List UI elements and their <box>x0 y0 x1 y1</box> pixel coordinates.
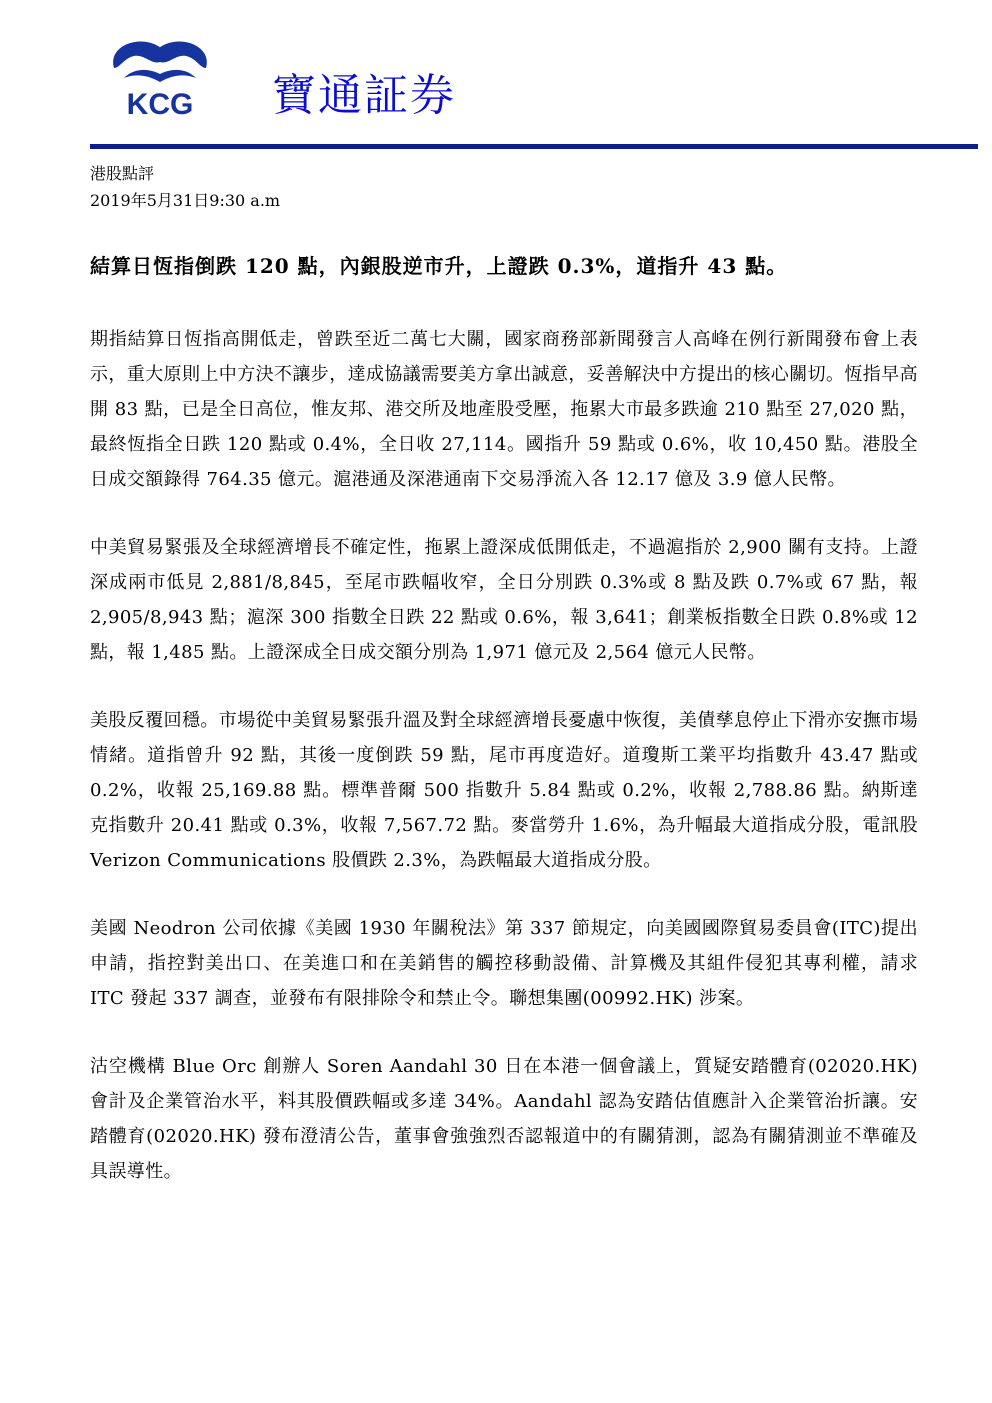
paragraph-blue-orc: 沽空機構 Blue Orc 創辦人 Soren Aandahl 30 日在本港一個會議上，質疑安踏體育(02020.HK) 會計及企業管治水平，料其股價跌幅或多達 34%。Aandahl 認為安踏估值應計入企業管治折讓。安踏體育(02020.HK) 發布澄清公告，董事會強強烈否認報道中的有關猜測，認為有關猜測並不準確及具誤導性。 <box>90 1056 918 1182</box>
paragraph-hk-market: 期指結算日恆指高開低走，曾跌至近二萬七大關，國家商務部新聞發言人高峰在例行新聞發布會上表示，重大原則上中方決不讓步，達成協議需要美方拿出誠意，妥善解決中方提出的核心關切。恆指早高開 83 點，已是全日高位，惟友邦、港交所及地產股受壓，拖累大市最多跌逾 210 點至 27,020 點，最終恆指全日跌 120 點或 0.4%，全日收 27,114。國指升 59 點或 0.6%，收 10,450 點。港股全日成交額錄得 764.35 億元。滬港通及深港通南下交易淨流入各 12.17 億及 3.9 億人民幣。 <box>90 329 918 490</box>
headline: 結算日恆指倒跌 120 點，內銀股逆市升，上證跌 0.3%，道指升 43 點。 <box>90 254 788 278</box>
brand-name: 寶通証券 <box>272 70 456 121</box>
report-datetime: 2019年5月31日9:30 a.m <box>90 191 281 210</box>
logo-text: KCG <box>126 88 194 120</box>
report-category: 港股點評 <box>90 164 155 183</box>
paragraph-us-market: 美股反覆回穩。市場從中美貿易緊張升溫及對全球經濟增長憂慮中恢復，美債孳息停止下滑亦安撫市場情緒。道指曾升 92 點，其後一度倒跌 59 點，尾市再度造好。道瓊斯工業平均指數升 43.47 點或 0.2%，收報 25,169.88 點。標準普爾 500 指數升 5.84 點或 0.2%，收報 2,788.86 點。納斯達克指數升 20.41 點或 0.3%，收報 7,567.72 點。麥當勞升 1.6%，為升幅最大道指成分股，電訊股 Verizon Communications 股價跌 2.3%，為跌幅最大道指成分股。 <box>90 710 918 871</box>
kcg-emblem-icon <box>104 34 216 120</box>
paragraph-neodron-itc: 美國 Neodron 公司依據《美國 1930 年關稅法》第 337 節規定，向美國國際貿易委員會(ITC)提出申請，指控對美出口、在美進口和在美銷售的觸控移動設備、計算機及其組件侵犯其專利權，請求 ITC 發起 337 調查，並發布有限排除令和禁止令。聯想集團(00992.HK) 涉案。 <box>90 918 918 1009</box>
article-body <box>90 322 918 1189</box>
paragraph-china-market: 中美貿易緊張及全球經濟增長不確定性，拖累上證深成低開低走，不過滬指於 2,900 關有支持。上證深成兩市低見 2,881/8,845，至尾市跌幅收窄，全日分別跌 0.3%或 8 點及跌 0.7%或 67 點，報 2,905/8,943 點；滬深 300 指數全日跌 22 點或 0.6%，報 3,641；創業板指數全日跌 0.8%或 12 點，報 1,485 點。上證深成全日成交額分別為 1,971 億元及 2,564 億元人民幣。 <box>90 537 918 663</box>
report-meta <box>90 160 280 214</box>
header-divider <box>90 144 978 149</box>
kcg-logo <box>104 34 216 120</box>
